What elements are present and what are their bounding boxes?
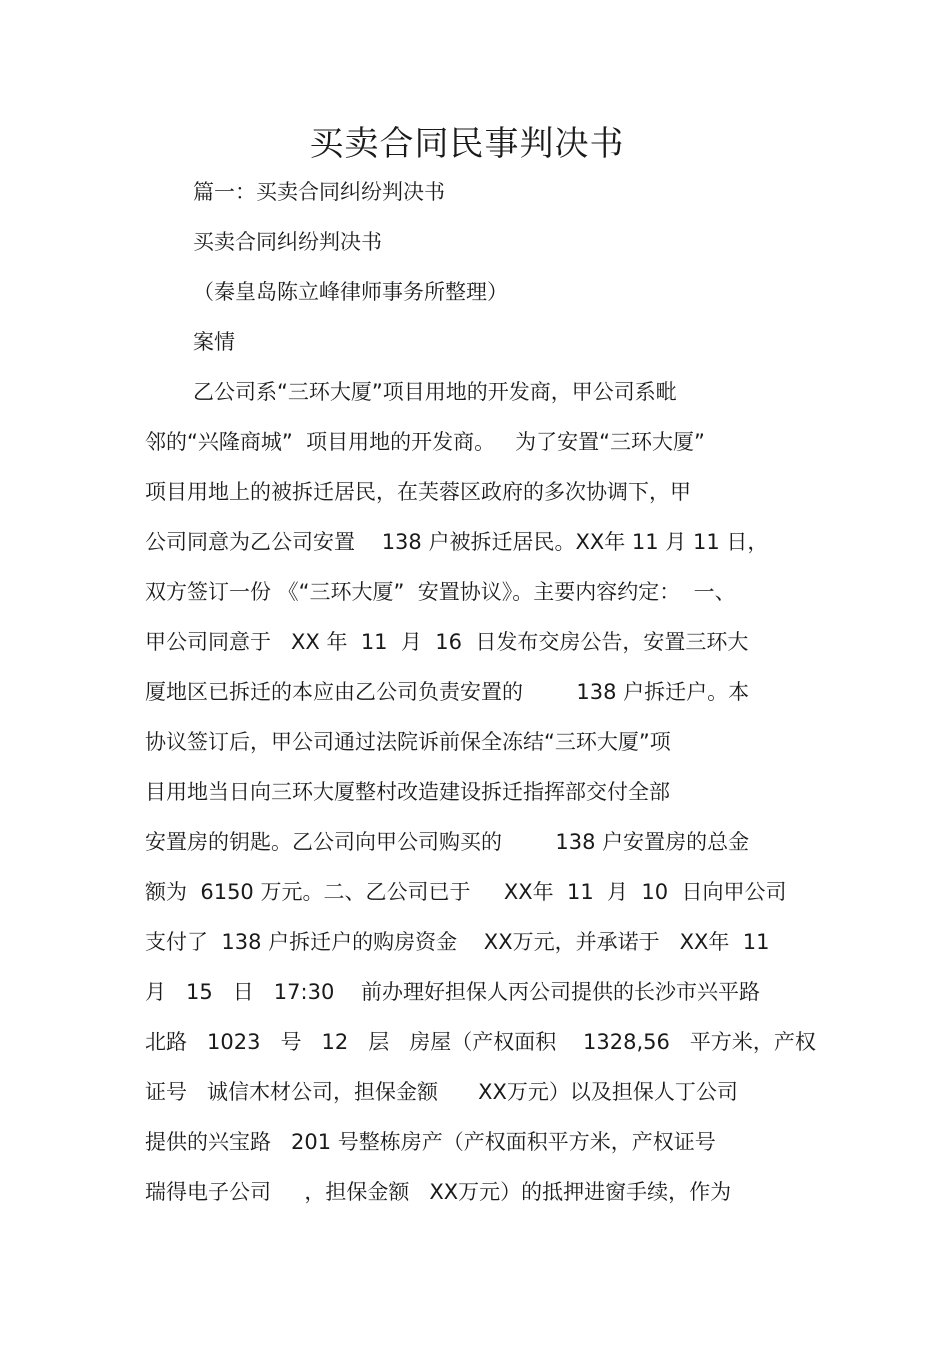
section-heading: 篇一：买卖合同纠纷判决书 (193, 180, 445, 204)
document-title: 买卖合同民事判决书 (309, 124, 625, 164)
body-line: 提供的兴宝路 201 号整栋房产（产权面积平方米，产权证号 (145, 1130, 716, 1154)
body-line: 证号 诚信木材公司，担保金额 XX万元）以及担保人丁公司 (145, 1080, 738, 1104)
body-line: 厦地区已拆迁的本应由乙公司负责安置的 138 户拆迁户。本 (145, 680, 750, 704)
body-line: 北路 1023 号 12 层 房屋（产权面积 1328,56 平方米，产权 (145, 1030, 816, 1054)
body-line: 瑞得电子公司 ，担保金额 XX万元）的抵押进窗手续，作为 (145, 1180, 732, 1204)
body-line: 双方签订一份 《“三环大厦” 安置协议》。主要内容约定： 一、 (145, 580, 736, 604)
case-heading: 案情 (193, 330, 235, 354)
body-line: 月 15 日 17:30 前办理好担保人丙公司提供的长沙市兴平路 (145, 980, 761, 1004)
body-line: 支付了 138 户拆迁户的购房资金 XX万元，并承诺于 XX年 11 (145, 930, 770, 954)
body-line: 额为 6150 万元。二、乙公司已于 XX年 11 月 10 日向甲公司 (145, 880, 787, 904)
body-line: 项目用地上的被拆迁居民，在芙蓉区政府的多次协调下，甲 (145, 480, 691, 504)
source-note: （秦皇岛陈立峰律师事务所整理） (193, 280, 508, 304)
body-line: 安置房的钥匙。乙公司向甲公司购买的 138 户安置房的总金 (145, 830, 750, 854)
body-line: 甲公司同意于 XX 年 11 月 16 日发布交房公告，安置三环大 (145, 630, 749, 654)
body-line: 邻的“兴隆商城” 项目用地的开发商。 为了安置“三环大厦” (145, 430, 705, 454)
body-line: 目用地当日向三环大厦整村改造建设拆迁指挥部交付全部 (145, 780, 670, 804)
body-line: 乙公司系“三环大厦”项目用地的开发商，甲公司系毗 (193, 380, 677, 404)
body-line: 协议签订后，甲公司通过法院诉前保全冻结“三环大厦”项 (145, 730, 671, 754)
subtitle: 买卖合同纠纷判决书 (193, 230, 382, 254)
body-line: 公司同意为乙公司安置 138 户被拆迁居民。XX年 11 月 11 日， (145, 530, 769, 554)
